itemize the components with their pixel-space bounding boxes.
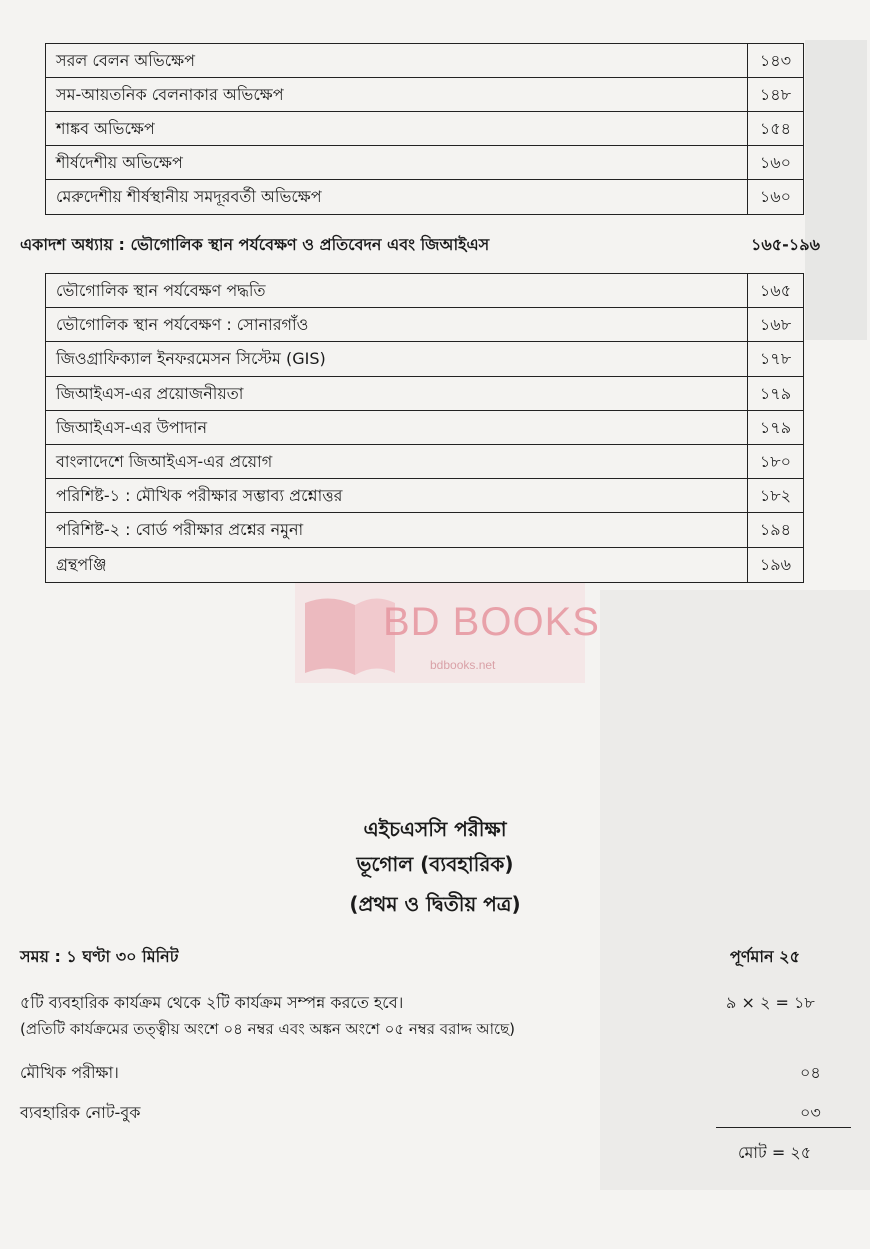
exam-viva: মৌখিক পরীক্ষা।	[20, 1063, 119, 1082]
toc-row: ভৌগোলিক স্থান পর্যবেক্ষণ : সোনারগাঁও ১৬৮	[46, 308, 803, 342]
total-rule	[716, 1127, 851, 1128]
chapter-pages: ১৬৫-১৯৬	[751, 235, 820, 254]
watermark-brand: BD BOOKS	[383, 600, 600, 644]
exam-note: (প্রতিটি কার্যক্রমের তত্ত্বীয় অংশে ০৪ নম্বর এবং অঙ্কন অংশে ০৫ নম্বর বরাদ্দ আছে)	[20, 1020, 516, 1038]
chapter-title: একাদশ অধ্যায় : ভৌগোলিক স্থান পর্যবেক্ষণ ও প্রতিবেদন এবং জিআইএস	[20, 235, 490, 254]
toc-row: শাঙ্কব অভিক্ষেপ ১৫৪	[46, 112, 803, 146]
toc-row: জিআইএস-এর উপাদান ১৭৯	[46, 411, 803, 445]
toc-row: শীর্ষদেশীয় অভিক্ষেপ ১৬০	[46, 146, 803, 180]
exam-paper: (প্রথম ও দ্বিতীয় পত্র)	[349, 892, 521, 916]
toc-row: জিওগ্রাফিক্যাল ইনফরমেসন সিস্টেম (GIS) ১৭৮	[46, 342, 803, 376]
exam-notebook-marks: ০৩	[800, 1103, 821, 1122]
toc-row: বাংলাদেশে জিআইএস-এর প্রয়োগ ১৮০	[46, 445, 803, 479]
toc-table-bottom	[45, 273, 804, 583]
toc-row: সম-আয়তনিক বেলনাকার অভিক্ষেপ ১৪৮	[46, 78, 803, 112]
watermark-site: bdbooks.net	[430, 658, 496, 672]
chapter-heading	[20, 232, 820, 259]
toc-row: পরিশিষ্ট-২ : বোর্ড পরীক্ষার প্রশ্নের নমুনা ১৯৪	[46, 513, 803, 547]
exam-instruction: ৫টি ব্যবহারিক কার্যক্রম থেকে ২টি কার্যক্রম সম্পন্ন করতে হবে।	[20, 993, 404, 1012]
exam-total: মোট = ২৫	[738, 1143, 812, 1162]
toc-row: ভৌগোলিক স্থান পর্যবেক্ষণ পদ্ধতি ১৬৫	[46, 274, 803, 308]
toc-table-top	[45, 43, 804, 215]
exam-time: সময় : ১ ঘণ্টা ৩০ মিনিট	[20, 947, 179, 966]
bleed-through-shading	[805, 40, 867, 340]
exam-subject: ভূগোল (ব্যবহারিক)	[356, 852, 514, 876]
toc-row: জিআইএস-এর প্রয়োজনীয়তা ১৭৯	[46, 377, 803, 411]
exam-instruction-marks: ৯ × ২ = ১৮	[726, 993, 815, 1012]
toc-row: মেরুদেশীয় শীর্ষস্থানীয় সমদূরবর্তী অভিক্ষেপ ১৬০	[46, 180, 803, 214]
exam-heading: এইচএসসি পরীক্ষা	[363, 817, 507, 841]
toc-row: পরিশিষ্ট-১ : মৌখিক পরীক্ষার সম্ভাব্য প্রশ্নোত্তর ১৮২	[46, 479, 803, 513]
toc-row: গ্রন্থপঞ্জি ১৯৬	[46, 548, 803, 582]
exam-notebook: ব্যবহারিক নোট-বুক	[20, 1103, 141, 1122]
toc-row: সরল বেলন অভিক্ষেপ ১৪৩	[46, 44, 803, 78]
exam-viva-marks: ০৪	[800, 1063, 821, 1082]
exam-full-marks: পূর্ণমান ২৫	[730, 947, 800, 966]
